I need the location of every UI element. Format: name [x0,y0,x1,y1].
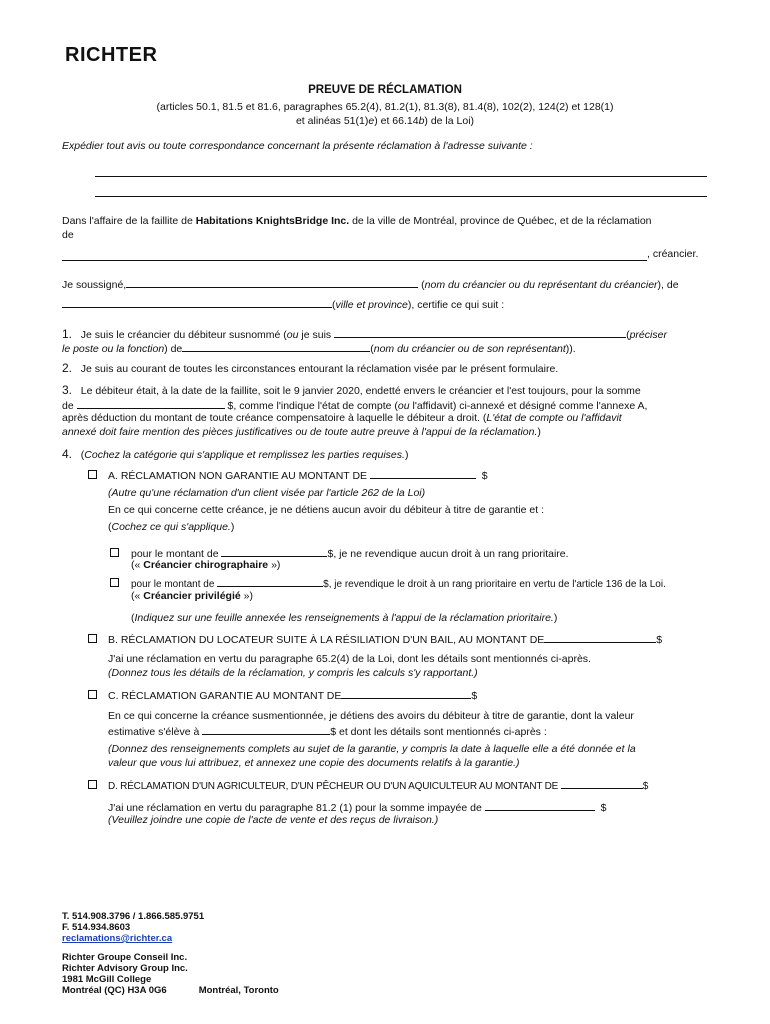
section-b-label: B. RÉCLAMATION DU LOCATEUR SUITE À LA RÉSILIATION D'UN BAIL, AU MONTANT DE $ [108,631,713,647]
section-a-label: A. RÉCLAMATION NON GARANTIE AU MONTANT DE $ [108,467,708,483]
footer-fax: F. 514.934.8603 [62,922,131,933]
footer-street: 1981 McGill College [62,974,152,985]
footer-city-line: Montréal (QC) H3A 0G6 Montréal, Toronto [62,985,279,996]
a-indiquez: (Indiquez sur une feuille annexée les renseignements à l'appui de la réclamation prioritaire.) [131,612,558,624]
footer-contact [62,911,204,944]
unpaid-amount-field[interactable] [485,799,595,811]
footer-email-link[interactable]: reclamations@richter.ca [62,933,173,944]
affair-de: de [62,229,74,241]
subtitle-line-1: (articles 50.1, 81.5 et 81.6, paragraphes 65.2(4), 81.2(1), 81.3(8), 81.4(8), 102(2), 124(2) et 128(1) [156,101,614,113]
position-field[interactable] [334,326,626,338]
checkbox-d[interactable] [88,780,97,789]
amount-a1-field[interactable] [221,545,327,557]
para-3-line-1: 3. Le débiteur était, à la date de la faillite, soit le 9 janvier 2020, endetté envers le créancier et l'est toujours, pour la somme [62,383,641,397]
footer-offices: Montréal, Toronto [198,985,279,996]
section-a-cochez: (Cochez ce qui s'applique.) [108,521,235,533]
creancier-label: , créancier. [647,248,699,260]
section-c-label: C. RÉCLAMATION GARANTIE AU MONTANT DE $ [108,687,708,703]
estimated-value-field[interactable] [202,723,330,735]
section-b-note: (Donnez tous les détails de la réclamation, y compris les calculs s'y rapportant.) [108,667,478,679]
section-d-label: D. RÉCLAMATION D'UN AGRICULTEUR, D'UN PÊCHEUR OU D'UN AQUICULTEUR AU MONTANT DE $ [108,777,713,794]
amount-field[interactable] [77,397,225,409]
para-3-line-4: annexé doit faire mention des pièces justificatives ou de toute autre preuve à l'appui de la réclamation.) [62,426,541,438]
richter-logo: RICHTER [65,44,158,66]
amount-d-field[interactable] [561,777,643,789]
representative-field[interactable] [182,340,370,352]
a1-line: pour le montant de $, je ne revendique aucun droit à un rang prioritaire. [131,545,711,561]
para-1-line-2: le poste ou la fonction) de (nom du créancier ou de son représentant)). [62,340,712,356]
checkbox-c[interactable] [88,690,97,699]
amount-b-field[interactable] [544,631,656,643]
ville-line: (ville et province), certifie ce qui suit : [62,296,712,312]
section-b-text: J'ai une réclamation en vertu du paragraphe 65.2(4) de la Loi, dont les détails sont mentionnés ci-après. [108,653,591,665]
checkbox-a[interactable] [88,470,97,479]
affair-line: Dans l'affaire de la faillite de Habitations KnightsBridge Inc. de la ville de Montréal, province de Québec, et de la réclamation [62,215,652,227]
section-d-note: (Veuillez joindre une copie de l'acte de vente et des reçus de livraison.) [108,814,439,826]
subtitle-line-2: et alinéas 51(1)e) et 66.14b) de la Loi) [295,115,475,127]
para-1-line-1: 1. Je suis le créancier du débiteur susnommé (ou je suis (préciser [62,327,667,341]
page-title: PREUVE DE RÉCLAMATION [308,84,462,96]
para-4: 4. (Cochez la catégorie qui s'applique et remplissez les parties requises.) [62,447,409,461]
footer-address [62,952,279,996]
city-field[interactable] [62,296,332,308]
address-line-1[interactable] [95,176,707,177]
a1-type: (« Créancier chirographaire ») [131,559,281,571]
amount-a2-field[interactable] [217,575,323,587]
para-2: 2. Je suis au courant de toutes les circonstances entourant la réclamation visée par le présent formulaire. [62,361,559,375]
footer-company-2: Richter Advisory Group Inc. [62,963,188,974]
checkbox-a2[interactable] [110,578,119,587]
checkbox-a1[interactable] [110,548,119,557]
para-3-line-2: de $, comme l'indique l'état de compte (ou l'affidavit) ci-annexé et désigné comme l'annexe A, [62,397,712,413]
amount-c-field[interactable] [341,687,471,699]
footer-company-1: Richter Groupe Conseil Inc. [62,952,188,963]
a2-line: pour le montant de $, je revendique le droit à un rang prioritaire en vertu de l'article 136 de la Loi. [131,575,711,592]
subtitle [60,100,710,128]
section-c-text-2: estimative s'élève à $ et dont les détails sont mentionnés ci-après : [108,723,708,739]
address-line-2[interactable] [95,196,707,197]
send-notice: Expédier tout avis ou toute correspondance concernant la présente réclamation à l'adresse suivante : [62,140,533,152]
section-c-note-1: (Donnez des renseignements complets au sujet de la garantie, y compris la date à laquelle elle a été donnée et la [108,743,636,755]
section-a-text: En ce qui concerne cette créance, je ne détiens aucun avoir du débiteur à titre de garantie et : [108,504,545,516]
footer-phone: T. 514.908.3796 / 1.866.585.9751 [62,911,205,922]
section-a-note: (Autre qu'une réclamation d'un client visée par l'article 262 de la Loi) [108,487,426,499]
section-d-text: J'ai une réclamation en vertu du paragraphe 81.2 (1) pour la somme impayée de $ [108,799,708,815]
para-3-line-3: après déduction du montant de toute créance compensatoire à laquelle le débiteur a droit. (L'état de compte ou l'affidavit [62,412,622,424]
amount-a-field[interactable] [370,467,476,479]
a2-type: (« Créancier privilégié ») [131,590,253,602]
section-c-text-1: En ce qui concerne la créance susmentionnée, je détiens des avoirs du débiteur à titre de garantie, dont la valeur [108,710,634,722]
signatory-field[interactable] [126,276,418,288]
checkbox-b[interactable] [88,634,97,643]
section-c-note-2: valeur que vous lui attribuez, et annexez une copie des documents relatifs à la garantie.) [108,757,520,769]
je-soussigne-line: Je soussigné, (nom du créancier ou du représentant du créancier), de [62,276,712,292]
claimant-name-field[interactable] [62,260,647,261]
